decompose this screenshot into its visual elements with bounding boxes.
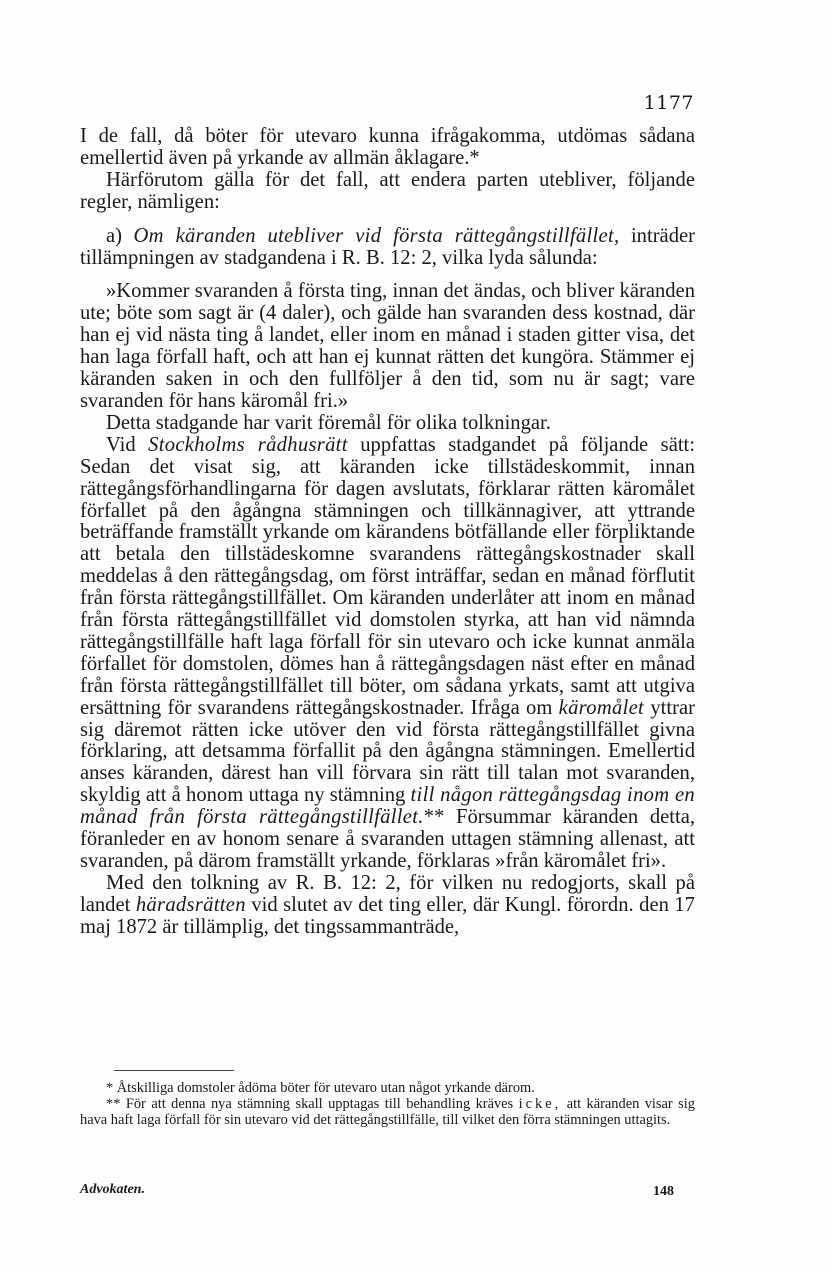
- footer-publication: Advokaten.: [80, 1182, 145, 1197]
- paragraph: Detta stadgande har varit föremål för olika tolkningar.: [106, 411, 551, 434]
- footnotes: [80, 1080, 695, 1128]
- italic-phrase: Stockholms rådhusrätt: [148, 433, 348, 456]
- quote-paragraph: »Kommer svaranden å första ting, innan det ändas, och bliver käranden ute; böte som sagt är (4 daler), och gälde han svaranden dess kostnad, där han ej vid nästa ting å landet, eller inom en månad i staden gitter visa, det han laga förfall haft, och att han ej kunnat rätten det kungöra. Stämmer ej käranden saken in och den fullföljer å den tid, som nu är sagt; vare svaranden för hans käromål fri.»: [80, 280, 695, 412]
- footnote-divider: [114, 1070, 234, 1071]
- paragraph: [80, 873, 695, 939]
- body-text: [80, 126, 695, 939]
- text-run: ** För att denna nya stämning skall upptagas till behandling kräves: [106, 1096, 514, 1112]
- footnote: * Åtskilliga domstoler ådöma böter för utevaro utan något yrkande därom.: [106, 1080, 535, 1096]
- footer-signature-number: 148: [653, 1184, 674, 1199]
- list-label: a): [106, 224, 122, 247]
- text-run: Med den tolkning av R. B. 12: 2, för vilken nu redogjorts, skall på landet: [80, 871, 695, 916]
- spaced-word: icke,: [518, 1096, 562, 1112]
- text-run: ** Försummar käranden detta, föranleder en av honom senare å svaranden uttagen stämning allenast, att svaranden, på därom framställt yrkande, förklaras »från käromålet fri».: [80, 806, 695, 872]
- italic-phrase: häradsrätten: [135, 893, 246, 916]
- paragraph: Härförutom gälla för det fall, att endera parten utebliver, följande regler, nämligen:: [80, 168, 695, 213]
- italic-phrase: käromålet: [558, 696, 645, 719]
- text-run: yttrar sig däremot rätten icke utöver den vid första rättegångstillfället givna förklaring, att detsamma förfallit på den ågångna stämningen. Emellertid anses käranden, därest han vill förvara sin rätt till talan mot svaranden, skyldig att å honom uttaga ny stämning: [80, 696, 695, 807]
- text-run: vid slutet av det ting eller, där Kungl. förordn. den 17 maj 1872 är tillämplig, det tingssammanträde,: [80, 893, 695, 938]
- paragraph-a: [80, 226, 695, 270]
- text-run: inträder tillämpningen av stadgandena i R. B. 12: 2, vilka lyda sålunda:: [80, 224, 695, 269]
- text-run: att käranden visar sig hava haft laga förfall för sin utevaro vid det rättegångstillfälle, till vilket den förra stämningen uttagits.: [80, 1096, 695, 1128]
- italic-phrase: till någon rättegångsdag inom en månad från första rättegångstillfället.: [80, 784, 695, 829]
- footnote: [80, 1096, 695, 1128]
- paragraph: I de fall, då böter för utevaro kunna ifrågakomma, utdömas sådana emellertid även på yrkande av allmän åklagare.*: [80, 125, 695, 169]
- text-run: Vid: [106, 433, 136, 456]
- page-number: 1177: [643, 92, 694, 114]
- text-run: uppfattas stadgandet på följande sätt: Sedan det visat sig, att käranden icke tillstädeskommit, innan rättegångsförhandlingarna för dagen avslutats, förklarar rätten käromålet förfallet på den ågångna stämningen och tillkännagiver, att yttrande beträffande framställt yrkande om kärandens bötfällande eller förpliktande att betala den tillstädeskomne svarandens rättegångskostnader skall meddelas å den rättegångsdag, om först inträffar, sedan en månad förflutit från första rättegångstillfället. Om käranden underlåter att inom en månad från första rättegångstillfället vid domstolen styrka, att han vid nämnda rättegångstillfälle haft laga förfall för sin utevaro och icke kunnat anmäla förfallet för domstolen, dömes han å rättegångsdagen näst efter en månad från första rättegångstillfället till böter, om sådana yrkats, samt att utgiva ersättning för svarandens rättegångskostnader. Ifråga om: [80, 433, 695, 719]
- paragraph: [80, 435, 695, 873]
- italic-phrase: Om käranden utebliver vid första rättegångstillfället,: [133, 224, 620, 247]
